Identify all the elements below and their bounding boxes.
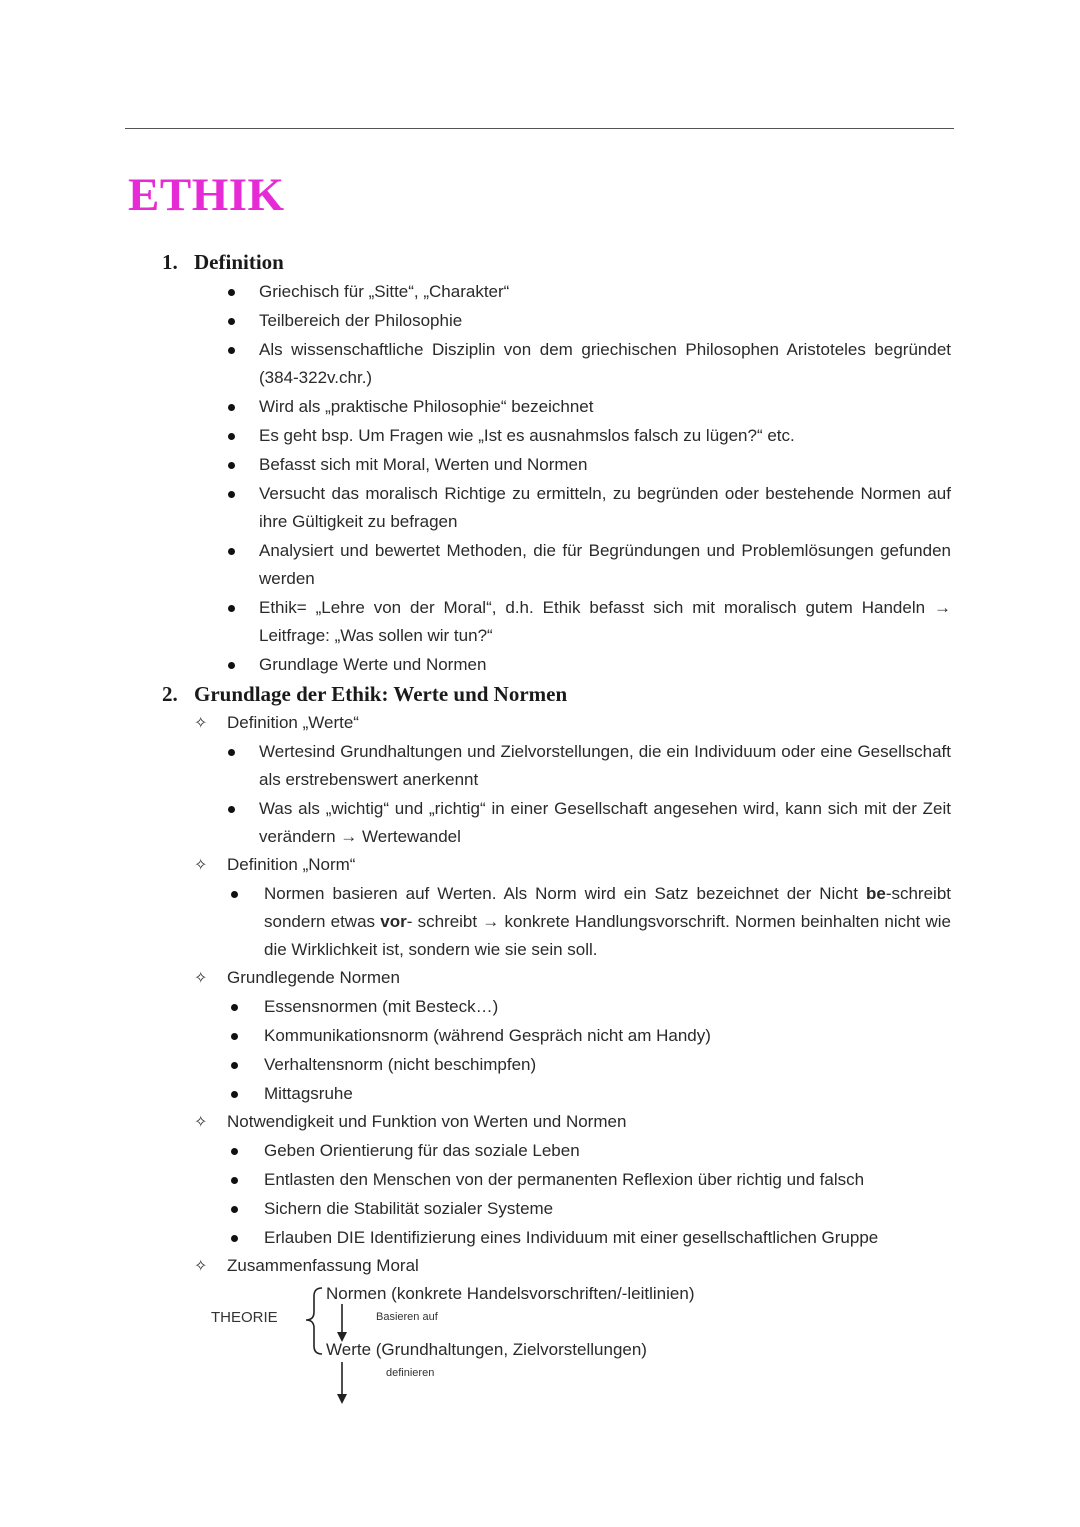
grundlegende-list — [0, 993, 951, 1109]
list-item: Teilbereich der Philosophie — [0, 307, 951, 335]
bullet-icon — [231, 1148, 238, 1155]
bullet-icon — [228, 433, 235, 440]
bullet-icon — [231, 1062, 238, 1069]
list-item: Ethik= „Lehre von der Moral“, d.h. Ethik befasst sich mit moralisch gutem Handeln → Leitfrage: „Was sollen wir tun?“ — [0, 594, 951, 650]
list-item: Befasst sich mit Moral, Werten und Normen — [0, 451, 951, 479]
list-item: Sichern die Stabilität sozialer Systeme — [0, 1195, 951, 1223]
list-item: Griechisch für „Sitte“, „Charakter“ — [0, 278, 951, 306]
funktion-list — [0, 1137, 951, 1253]
bullet-icon — [228, 462, 235, 469]
arrow-down-icon — [337, 1362, 347, 1404]
list-item: Was als „wichtig“ und „richtig“ in einer Gesellschaft angesehen wird, kann sich mit der Zeit verändern → Wertewandel — [0, 795, 951, 851]
page-title: ETHIK — [128, 169, 285, 221]
list-item: Erlauben DIE Identifizierung eines Individuum mit einer gesellschaftlichen Gruppe — [0, 1224, 951, 1252]
header-rule — [125, 128, 954, 129]
bullet-icon — [228, 662, 235, 669]
werte-text: Werte (Grundhaltungen, Zielvorstellungen) — [326, 1340, 647, 1359]
norm-subheading: ✧ Definition „Norm“ — [194, 851, 355, 880]
theorie-label: THEORIE — [211, 1309, 278, 1326]
list-item: Normen basieren auf Werten. Als Norm wird ein Satz bezeichnet der Nicht be-schreibt sondern etwas vor- schreibt → konkrete Handlungsvorschrift. Normen beinhalten nicht wie die Wirklichkeit ist, sondern wie sie sein soll. — [0, 880, 951, 964]
bullet-icon — [228, 806, 235, 813]
list-item: Geben Orientierung für das soziale Leben — [0, 1137, 951, 1165]
list-item: Essensnormen (mit Besteck…) — [0, 993, 951, 1021]
bullet-icon — [228, 749, 235, 756]
star-icon: ✧ — [194, 970, 208, 987]
bullet-icon — [231, 891, 238, 898]
curly-brace-icon — [306, 1288, 322, 1354]
bullet-icon — [228, 347, 235, 354]
bullet-icon — [228, 404, 235, 411]
funktion-subheading: ✧ Notwendigkeit und Funktion von Werten und Normen — [194, 1108, 626, 1137]
list-item: Kommunikationsnorm (während Gespräch nicht am Handy) — [0, 1022, 951, 1050]
bullet-icon — [231, 1177, 238, 1184]
bullet-icon — [228, 605, 235, 612]
definieren-label: definieren — [386, 1367, 435, 1379]
list-item: Versucht das moralisch Richtige zu ermitteln, zu begründen oder bestehende Normen auf ihre Gültigkeit zu befragen — [0, 480, 951, 536]
werte-list — [0, 738, 951, 852]
normen-text: Normen (konkrete Handelsvorschriften/-leitlinien) — [326, 1284, 695, 1303]
section-1-title: Definition — [194, 250, 284, 274]
section-1-heading — [162, 248, 284, 276]
star-icon: ✧ — [194, 857, 208, 874]
star-icon: ✧ — [194, 1114, 208, 1131]
bullet-icon — [231, 1206, 238, 1213]
bullet-icon — [231, 1033, 238, 1040]
section-2-title: Grundlage der Ethik: Werte und Normen — [194, 682, 568, 706]
bullet-icon — [231, 1235, 238, 1242]
list-item: Wird als „praktische Philosophie“ bezeichnet — [0, 393, 951, 421]
star-icon: ✧ — [194, 715, 208, 732]
basieren-auf-label: Basieren auf — [376, 1311, 438, 1323]
section-2-number: 2. — [162, 682, 178, 706]
list-item: Verhaltensnorm (nicht beschimpfen) — [0, 1051, 951, 1079]
section-2-heading — [162, 680, 567, 708]
definition-list — [0, 278, 951, 680]
bullet-icon — [228, 318, 235, 325]
bullet-icon — [231, 1091, 238, 1098]
list-item: Als wissenschaftliche Disziplin von dem griechischen Philosophen Aristoteles begründet (384-322v.chr.) — [0, 336, 951, 392]
list-item: Grundlage Werte und Normen — [0, 651, 951, 679]
arrow-down-icon — [337, 1304, 347, 1342]
section-1-number: 1. — [162, 250, 178, 274]
grundlegende-subheading: ✧ Grundlegende Normen — [194, 964, 400, 993]
werte-subheading: ✧ Definition „Werte“ — [194, 709, 359, 738]
moral-subheading: ✧ Zusammenfassung Moral — [194, 1252, 419, 1281]
list-item: Es geht bsp. Um Fragen wie „Ist es ausnahmslos falsch zu lügen?“ etc. — [0, 422, 951, 450]
list-item: Entlasten den Menschen von der permanenten Reflexion über richtig und falsch — [0, 1166, 951, 1194]
list-item: Wertesind Grundhaltungen und Zielvorstellungen, die ein Individuum oder eine Gesellschaft als erstrebenswert anerkennt — [0, 738, 951, 794]
bullet-icon — [228, 548, 235, 555]
bullet-icon — [228, 289, 235, 296]
norm-list — [0, 880, 951, 965]
list-item: Analysiert und bewertet Methoden, die für Begründungen und Problemlösungen gefunden werden — [0, 537, 951, 593]
bullet-icon — [231, 1004, 238, 1011]
bullet-icon — [228, 491, 235, 498]
list-item: Mittagsruhe — [0, 1080, 951, 1108]
star-icon: ✧ — [194, 1258, 208, 1275]
